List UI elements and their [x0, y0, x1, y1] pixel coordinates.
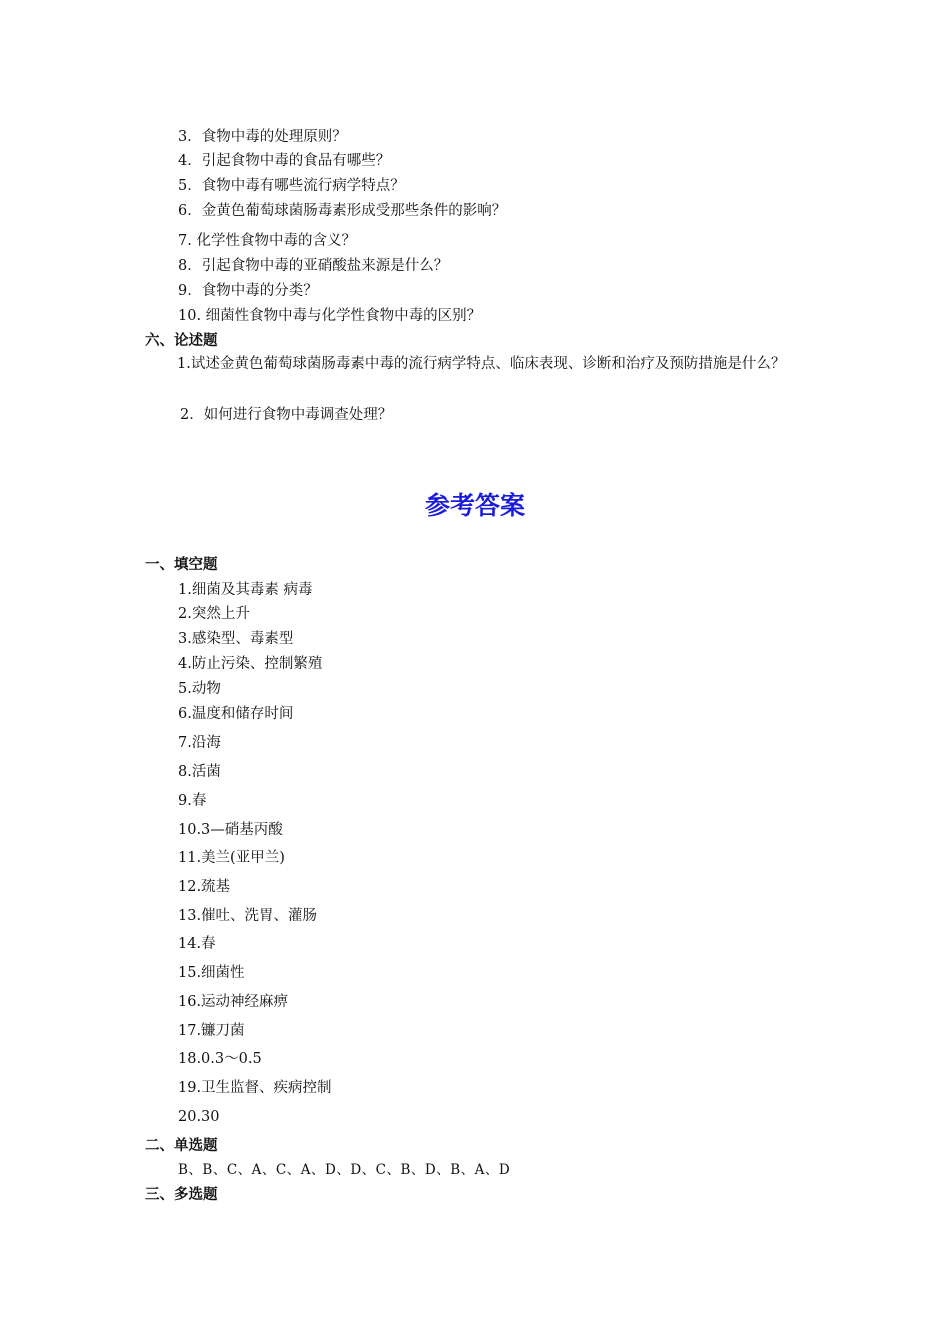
answer-item: 2.突然上升 [178, 606, 250, 622]
section-heading-fill-blank: 一、填空题 [145, 557, 218, 573]
question-item: 7. 化学性食物中毒的含义？ [178, 233, 356, 249]
answer-item: 11.美兰(亚甲兰) [178, 850, 285, 866]
answers-title: 参考答案 [424, 491, 525, 520]
answer-item: 16.运动神经麻痹 [178, 994, 289, 1010]
question-item: 4．引起食物中毒的食品有哪些？ [178, 153, 391, 169]
answer-item: 4.防止污染、控制繁殖 [178, 656, 323, 672]
answer-item: 14.春 [178, 936, 216, 952]
answer-item: 9.春 [178, 793, 207, 809]
answer-item: 12.巯基 [178, 879, 231, 895]
answer-item: 7.沿海 [178, 735, 221, 751]
answer-item: 18.0.3～0.5 [178, 1051, 262, 1067]
answer-item: 10.3—硝基丙酸 [178, 822, 283, 838]
question-item: 8．引起食物中毒的亚硝酸盐来源是什么？ [178, 258, 449, 274]
question-item: 3．食物中毒的处理原则？ [178, 129, 347, 145]
answer-item: 17.镰刀菌 [178, 1023, 245, 1039]
answer-item: 3.感染型、毒素型 [178, 631, 294, 647]
question-item: 5．食物中毒有哪些流行病学特点？ [178, 178, 405, 194]
question-item: 10. 细菌性食物中毒与化学性食物中毒的区别？ [178, 308, 482, 324]
answer-item: 5.动物 [178, 681, 221, 697]
section-heading-multi-choice: 三、多选题 [145, 1187, 218, 1203]
answer-item: 13.催吐、洗胃、灌肠 [178, 908, 318, 924]
section-heading-single-choice: 二、单选题 [145, 1138, 218, 1154]
answer-item: 15.细菌性 [178, 965, 245, 981]
answer-item: 6.温度和储存时间 [178, 706, 294, 722]
essay-question-2: 2．如何进行食物中毒调查处理？ [180, 407, 393, 423]
answer-item: 20.30 [178, 1109, 220, 1125]
essay-question-1: 1.试述金黄色葡萄球菌肠毒素中毒的流行病学特点、临床表现、诊断和治疗及预防措施是什么？ [177, 356, 786, 372]
question-item: 9．食物中毒的分类？ [178, 283, 318, 299]
section-heading-essay: 六、论述题 [145, 333, 218, 349]
question-item: 6．金黄色葡萄球菌肠毒素形成受那些条件的影响？ [178, 203, 507, 219]
single-choice-answers: B、B、C、A、C、A、D、D、C、B、D、B、A、D [178, 1162, 511, 1178]
answer-item: 1.细菌及其毒素 病毒 [178, 582, 313, 598]
answer-item: 8.活菌 [178, 764, 221, 780]
answer-item: 19.卫生监督、疾病控制 [178, 1080, 332, 1096]
